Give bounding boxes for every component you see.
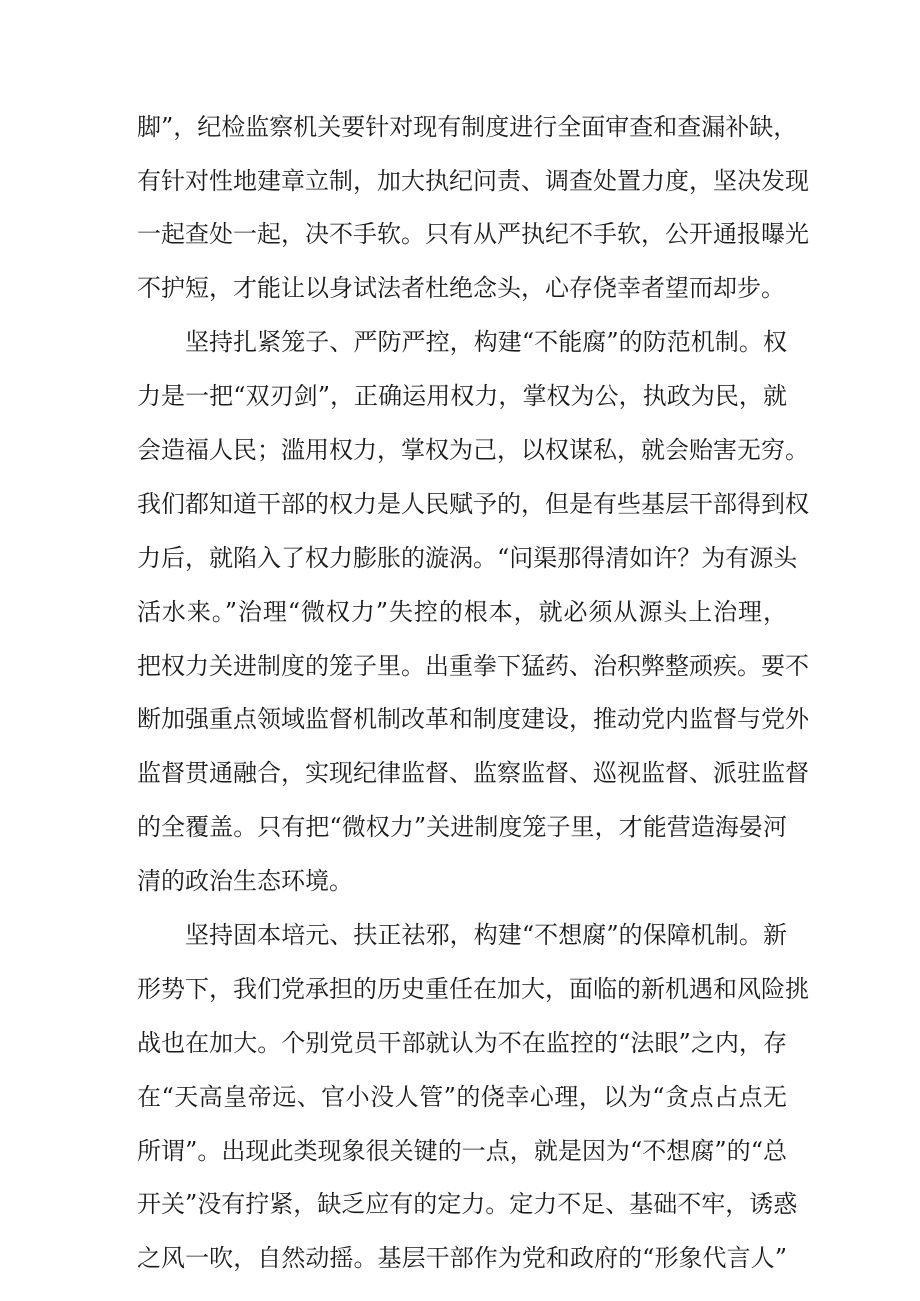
text-line: 力是一把“双刃剑”，正确运用权力，掌权为公，执政为民，就 (137, 382, 787, 410)
text-line: 形势下，我们党承担的历史重任在加大，面临的新机遇和风险挑 (137, 975, 809, 1003)
paragraph-first-line: 坚持扎紧笼子、严防严控，构建“不能腐”的防范机制。权 (185, 328, 787, 356)
text-line: 会造福人民；滥用权力，掌权为己，以权谋私，就会贻害无穷。 (137, 436, 809, 464)
text-line: 开关”没有拧紧，缺乏应有的定力。定力不足、基础不牢，诱惑 (137, 1190, 798, 1218)
text-line: 监督贯通融合，实现纪律监督、监察监督、巡视监督、派驻监督 (137, 759, 809, 787)
text-line: 在“天高皇帝远、官小没人管”的侥幸心理，以为“贪点占点无 (137, 1083, 787, 1111)
text-line: 把权力关进制度的笼子里。出重拳下猛药、治积弊整顽疾。要不 (137, 652, 809, 680)
text-line: 脚”，纪检监察机关要针对现有制度进行全面审查和查漏补缺， (137, 113, 798, 141)
text-line: 战也在加大。个别党员干部就认为不在监控的“法眼”之内，存 (137, 1029, 787, 1057)
text-line: 之风一吹，自然动摇。基层干部作为党和政府的“形象代言人” (137, 1244, 787, 1272)
text-line: 我们都知道干部的权力是人民赋予的，但是有些基层干部得到权 (137, 490, 809, 518)
text-line: 的全覆盖。只有把“微权力”关进制度笼子里，才能营造海晏河 (137, 813, 787, 841)
text-line: 力后，就陷入了权力膨胀的漩涡。“问渠那得清如许？为有源头 (137, 544, 798, 572)
text-line: 不护短，才能让以身试法者杜绝念头，心存侥幸者望而却步。 (137, 274, 785, 302)
text-line: 有针对性地建章立制，加大执纪问责、调查处置力度，坚决发现 (137, 167, 809, 195)
text-line: 一起查处一起，决不手软。只有从严执纪不手软，公开通报曝光 (137, 220, 809, 248)
text-line: 清的政治生态环境。 (137, 867, 353, 895)
text-line: 断加强重点领域监督机制改革和制度建设，推动党内监督与党外 (137, 705, 809, 733)
paragraph-first-line: 坚持固本培元、扶正祛邪，构建“不想腐”的保障机制。新 (185, 921, 787, 949)
text-line: 活水来。”治理“微权力”失控的根本，就必须从源头上治理， (137, 598, 787, 626)
text-line: 所谓”。出现此类现象很关键的一点，就是因为“不想腐”的“总 (137, 1137, 787, 1165)
